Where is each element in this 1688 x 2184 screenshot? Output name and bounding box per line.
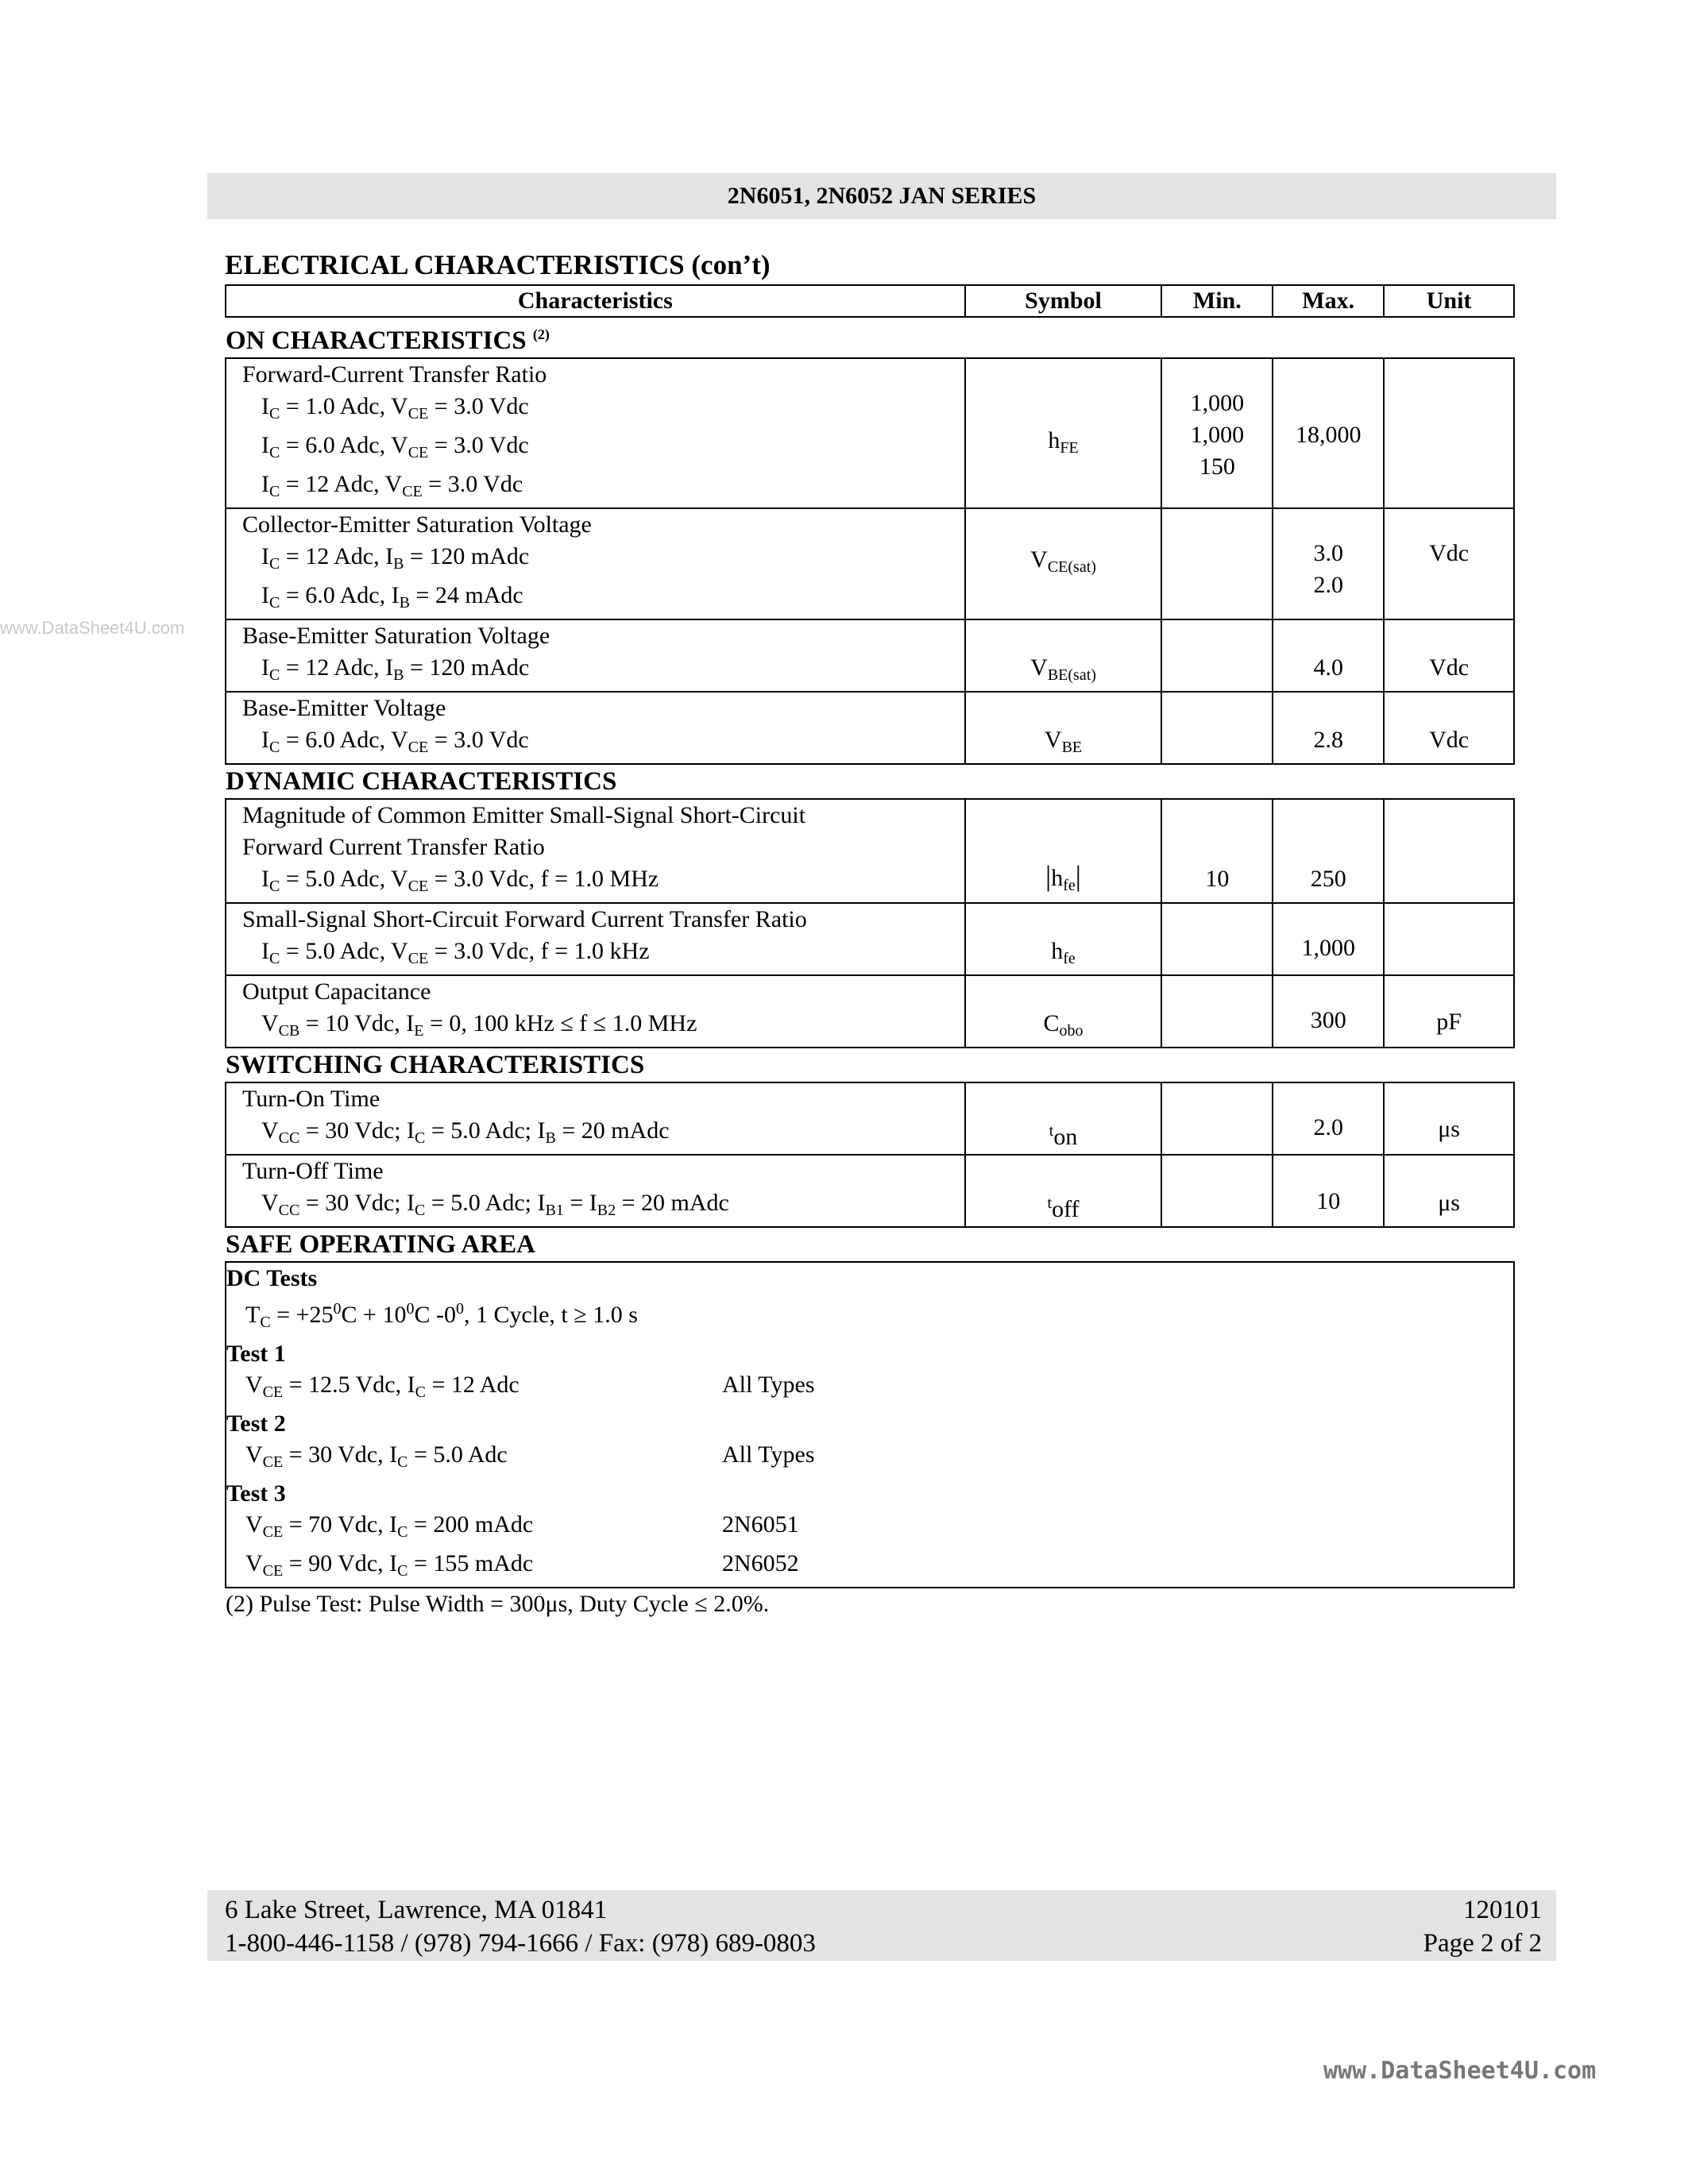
param-ton: Turn-On Time $V_{CC} = 30$ Vdc; $I_C = 5.0$ Adc; $I_B = 20$ mAdc <box>226 1082 965 1155</box>
list-item: $V_{CE} = 70$ Vdc, $I_C = 200$ mAdc 2N6051 <box>245 1511 799 1541</box>
footer-page-number: Page 2 of 2 <box>1423 1929 1542 1958</box>
section-row-dynamic <box>226 764 1514 799</box>
test3-label: Test 3 <box>226 1480 286 1507</box>
characteristics-table <box>225 284 1515 1620</box>
table-row <box>226 799 1514 903</box>
section-heading-on: ON CHARACTERISTICS <box>226 326 527 355</box>
table-row <box>226 1155 1514 1227</box>
min-hfe-magnitude: 10 <box>1161 799 1273 903</box>
symbol-hfe: $h_{FE}$ <box>965 358 1162 508</box>
param-cobo: Output Capacitance $V_{CB} = 10$ Vdc, $I_E = 0$, 100 kHz ≤ f ≤ 1.0 MHz <box>226 975 965 1048</box>
symbol-vbesat: $V_{BE(sat)}$ <box>965 619 1162 692</box>
header-symbol: Symbol <box>965 285 1162 317</box>
table-row <box>226 903 1514 975</box>
header-characteristics: Characteristics <box>226 285 965 317</box>
unit-hfe-small-signal <box>1384 903 1514 975</box>
section-heading-switching: SWITCHING CHARACTERISTICS <box>226 1051 645 1079</box>
list-item: $V_{CE} = 12.5$ Vdc, $I_C = 12$ Adc All Types <box>245 1372 815 1401</box>
symbol-cobo: $C_{obo}$ <box>965 975 1162 1048</box>
table-row <box>226 619 1514 692</box>
param-hfe: Forward-Current Transfer Ratio $I_C = 1.0$ Adc, $V_{CE} = 3.0$ Vdc $I_C = 6.0$ Adc, $V_{CE} = 3.0$ Vdc $I_C = 12$ Adc, $V_{CE} = 3.0$ Vdc <box>226 358 965 508</box>
section-heading-dynamic: DYNAMIC CHARACTERISTICS <box>226 767 617 796</box>
section-row-on <box>226 317 1514 358</box>
symbol-hfe-small-signal: $h_{fe}$ <box>965 903 1162 975</box>
unit-toff: μs <box>1384 1155 1514 1227</box>
param-toff: Turn-Off Time $V_{CC} = 30$ Vdc; $I_C = 5.0$ Adc; $I_{B1} = I_{B2} = 20$ mAdc <box>226 1155 965 1227</box>
symbol-ton: $^t$on <box>965 1082 1162 1155</box>
list-item: $V_{CE} = 30$ Vdc, $I_C = 5.0$ Adc All Types <box>245 1441 815 1471</box>
max-ton: 2.0 <box>1273 1082 1384 1155</box>
footer-phone: 1-800-446-1158 / (978) 794-1666 / Fax: (978) 689-0803 <box>225 1929 816 1958</box>
max-vbe: 2.8 <box>1273 692 1384 764</box>
list-item: $T_C = +25^0C + 10^0C$ $-0^0$, 1 Cycle, t ≥ 1.0 s <box>245 1300 638 1331</box>
test1-label: Test 1 <box>226 1341 286 1367</box>
min-hfe: 1,000 1,000 150 <box>1161 358 1273 508</box>
min-hfe-small-signal <box>1161 903 1273 975</box>
note-ref: (2) <box>532 326 550 342</box>
min-cobo <box>1161 975 1273 1048</box>
max-hfe-magnitude: 250 <box>1273 799 1384 903</box>
table-header-row <box>226 285 1514 317</box>
section-row-soa <box>226 1227 1514 1262</box>
section-title: ELECTRICAL CHARACTERISTICS (con’t) <box>225 249 771 280</box>
min-toff <box>1161 1155 1273 1227</box>
header-unit: Unit <box>1384 285 1514 317</box>
table-row <box>226 975 1514 1048</box>
param-vbesat: Base-Emitter Saturation Voltage $I_C = 12$ Adc, $I_B = 120$ mAdc <box>226 619 965 692</box>
symbol-vbe: $V_{BE}$ <box>965 692 1162 764</box>
min-vbe <box>1161 692 1273 764</box>
watermark-bottom: www.DataSheet4U.com <box>1323 2057 1597 2085</box>
param-hfe-small-signal: Small-Signal Short-Circuit Forward Current Transfer Ratio $I_C = 5.0$ Adc, $V_{CE} = 3.0$ Vdc, f = 1.0 kHz <box>226 903 965 975</box>
footnote-row <box>226 1588 1514 1620</box>
max-toff: 10 <box>1273 1155 1384 1227</box>
min-vcesat <box>1161 508 1273 619</box>
page-header: 2N6051, 2N6052 JAN SERIES <box>207 173 1556 219</box>
footnote: (2) Pulse Test: Pulse Width = 300μs, Duty Cycle ≤ 2.0%. <box>226 1591 770 1617</box>
symbol-hfe-magnitude: $|h_{fe}|$ <box>965 799 1162 903</box>
unit-hfe <box>1384 358 1514 508</box>
unit-cobo: pF <box>1384 975 1514 1048</box>
unit-vbe: Vdc <box>1384 692 1514 764</box>
section-row-switching <box>226 1048 1514 1082</box>
unit-vcesat: Vdc <box>1384 508 1514 619</box>
table-row <box>226 1082 1514 1155</box>
max-cobo: 300 <box>1273 975 1384 1048</box>
header-max: Max. <box>1273 285 1384 317</box>
footer-address: 6 Lake Street, Lawrence, MA 01841 <box>225 1896 608 1924</box>
max-vbesat: 4.0 <box>1273 619 1384 692</box>
section-heading-soa: SAFE OPERATING AREA <box>226 1230 535 1259</box>
table-row <box>226 508 1514 619</box>
min-vbesat <box>1161 619 1273 692</box>
footer-code: 120101 <box>1463 1896 1542 1924</box>
unit-ton: μs <box>1384 1082 1514 1155</box>
max-hfe: 18,000 <box>1273 358 1384 508</box>
unit-hfe-magnitude <box>1384 799 1514 903</box>
unit-vbesat: Vdc <box>1384 619 1514 692</box>
table-row <box>226 692 1514 764</box>
soa-box <box>226 1262 1514 1588</box>
symbol-vcesat: $V_{CE(sat)}$ <box>965 508 1162 619</box>
header-min: Min. <box>1161 285 1273 317</box>
table-row <box>226 358 1514 508</box>
max-hfe-small-signal: 1,000 <box>1273 903 1384 975</box>
param-hfe-magnitude: Magnitude of Common Emitter Small-Signal Short-Circuit Forward Current Transfer Ratio $I_C = 5.0$ Adc, $V_{CE} = 3.0$ Vdc, f = 1.0 MHz <box>226 799 965 903</box>
watermark-side: www.DataSheet4U.com <box>0 618 185 638</box>
dc-tests-label: DC Tests <box>226 1265 318 1291</box>
list-item: $V_{CE} = 90$ Vdc, $I_C = 155$ mAdc 2N6052 <box>245 1550 799 1580</box>
test2-label: Test 2 <box>226 1410 286 1437</box>
max-vcesat: 3.0 2.0 <box>1273 508 1384 619</box>
symbol-toff: $^t$off <box>965 1155 1162 1227</box>
page-footer <box>207 1890 1556 1961</box>
min-ton <box>1161 1082 1273 1155</box>
param-vcesat: Collector-Emitter Saturation Voltage $I_C = 12$ Adc, $I_B = 120$ mAdc $I_C = 6.0$ Adc, $I_B = 24$ mAdc <box>226 508 965 619</box>
param-vbe: Base-Emitter Voltage $I_C = 6.0$ Adc, $V_{CE} = 3.0$ Vdc <box>226 692 965 764</box>
